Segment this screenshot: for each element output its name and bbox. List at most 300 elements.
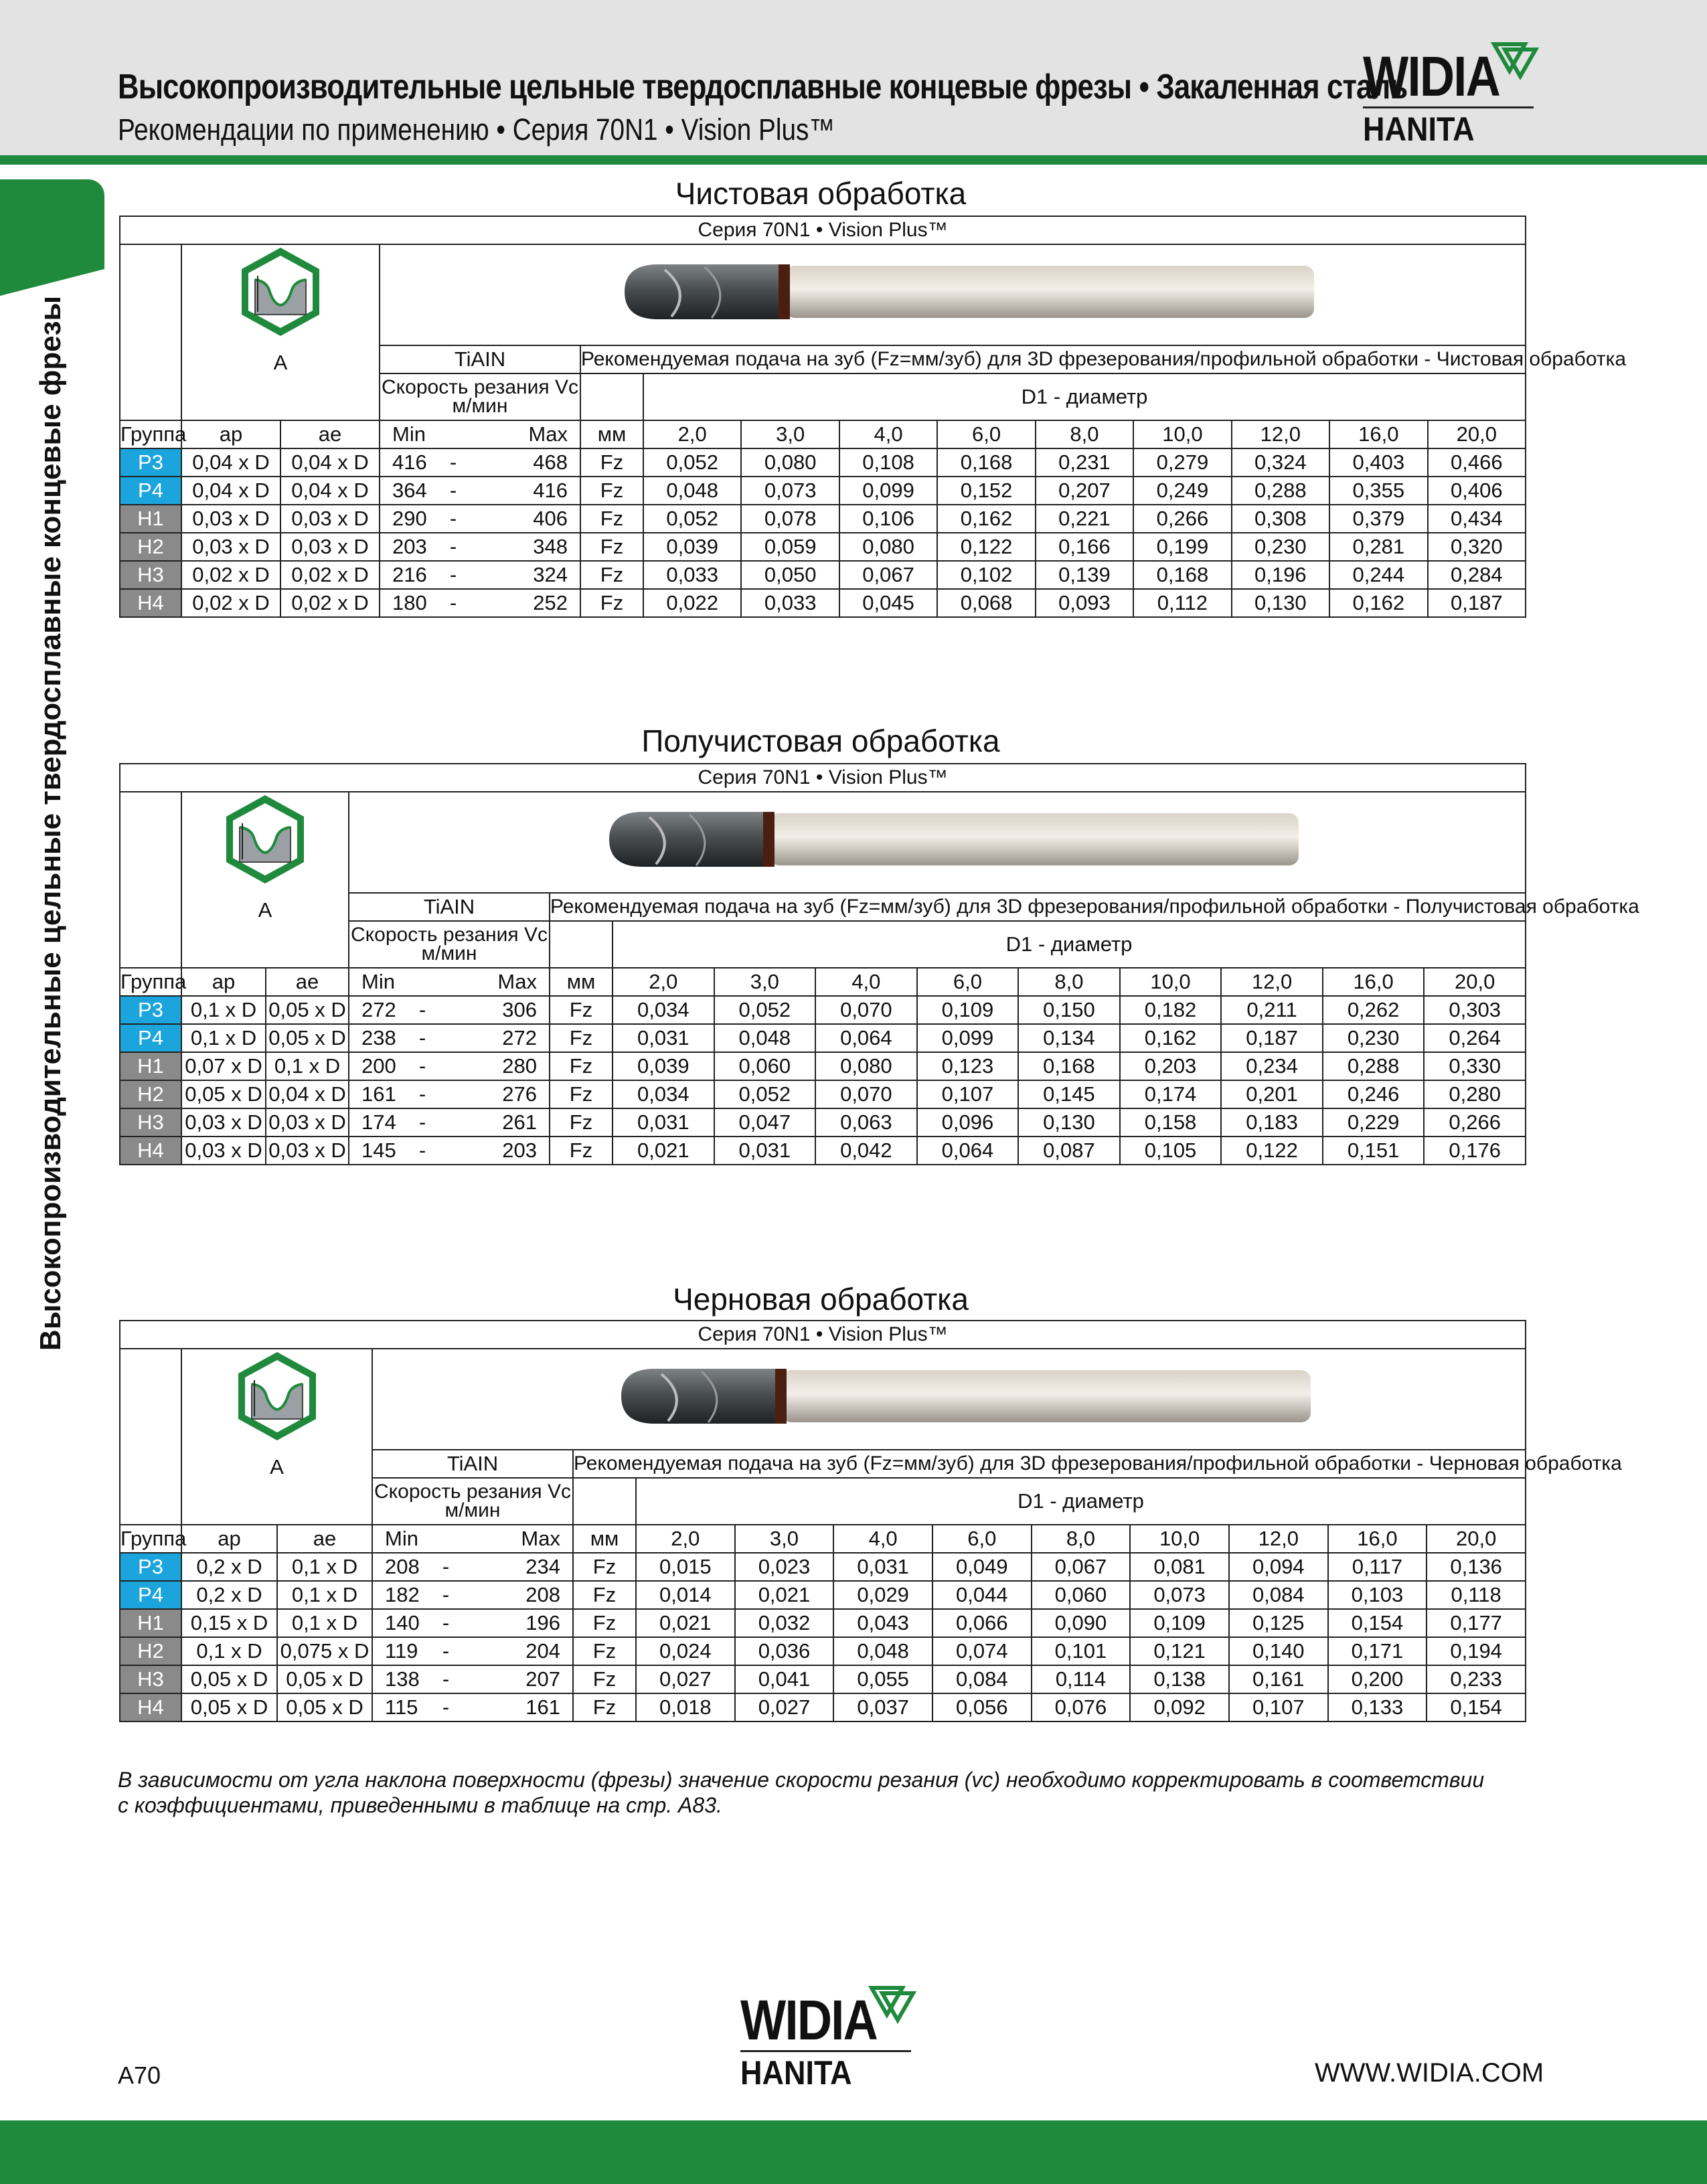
- feed-value: 0,107: [917, 1080, 1019, 1108]
- ae-value: 0,05 x D: [277, 1665, 372, 1693]
- feed-value: 0,080: [741, 448, 839, 477]
- feed-value: 0,182: [1120, 996, 1222, 1024]
- feed-value: 0,183: [1221, 1108, 1323, 1137]
- speed-dash: -: [419, 1553, 473, 1581]
- feed-value: 0,211: [1221, 996, 1323, 1024]
- dash-header: [419, 1525, 473, 1553]
- feed-value: 0,107: [1229, 1693, 1328, 1721]
- feed-value: 0,466: [1428, 448, 1526, 477]
- feed-value: 0,233: [1427, 1665, 1526, 1693]
- feed-value: 0,048: [643, 477, 741, 505]
- feed-value: 0,031: [613, 1024, 714, 1052]
- cutting-data-table: [119, 1320, 1622, 1722]
- feed-value: 0,050: [741, 561, 839, 589]
- table-row: [120, 561, 1526, 589]
- image-row: [120, 792, 1526, 893]
- feed-value: 0,055: [833, 1665, 932, 1693]
- speed-max: 161: [473, 1693, 573, 1721]
- unit-value: Fz: [550, 1052, 613, 1080]
- feed-value: 0,021: [735, 1581, 834, 1609]
- diameter-header: 16,0: [1328, 1525, 1427, 1553]
- series-row: [120, 216, 1526, 244]
- dash-header: [396, 968, 449, 996]
- ap-value: 0,03 x D: [181, 1137, 266, 1165]
- ae-value: 0,03 x D: [266, 1137, 349, 1165]
- feed-value: 0,122: [937, 533, 1035, 561]
- brand-sub-bottom: HANITA: [740, 2054, 852, 2092]
- tool-image-cell: [349, 792, 1526, 893]
- feed-value: 0,014: [636, 1581, 735, 1609]
- feed-value: 0,078: [741, 505, 839, 533]
- feed-value: 0,152: [937, 477, 1035, 505]
- ap-header: ap: [181, 968, 266, 996]
- diameter-header: 3,0: [735, 1525, 834, 1553]
- material-group: P4: [120, 477, 181, 505]
- speed-min: 138: [372, 1665, 419, 1693]
- brand-sub: HANITA: [1363, 110, 1475, 148]
- page-subtitle: Рекомендации по применению • Серия 70N1 • Vision Plus™: [118, 112, 835, 147]
- table-row: [120, 533, 1526, 561]
- diameter-header: 6,0: [917, 968, 1019, 996]
- min-header: Min: [372, 1525, 419, 1553]
- operation-icon-cell: [181, 1349, 372, 1450]
- speed-min: 416: [380, 448, 426, 477]
- diameter-header: 16,0: [1329, 420, 1427, 448]
- table-row: [120, 1637, 1526, 1665]
- a-label: A: [181, 345, 380, 420]
- feed-value: 0,246: [1323, 1080, 1425, 1108]
- table-row: [120, 1052, 1526, 1080]
- diameter-header: 20,0: [1424, 968, 1526, 996]
- table-row: [120, 505, 1526, 533]
- feed-value: 0,266: [1424, 1108, 1526, 1137]
- table-row: [120, 1665, 1526, 1693]
- feed-value: 0,043: [833, 1609, 932, 1637]
- diameter-header: 8,0: [1018, 968, 1120, 996]
- speed-min: 182: [372, 1581, 419, 1609]
- feed-value: 0,106: [839, 505, 937, 533]
- cutting-data-table: [119, 763, 1639, 1165]
- feed-value: 0,162: [1329, 589, 1427, 617]
- feed-value: 0,021: [636, 1609, 735, 1637]
- machining-operation-icon: [234, 245, 327, 339]
- ap-value: 0,04 x D: [181, 477, 280, 505]
- feed-value: 0,264: [1424, 1024, 1526, 1052]
- brand-name-bottom: WIDIA: [740, 1989, 878, 2051]
- unit-blank-cell: [580, 373, 643, 420]
- speed-max: 203: [449, 1137, 550, 1165]
- diameter-header: 20,0: [1428, 420, 1526, 448]
- footnote-line-2: с коэффициентами, приведенными в таблице на стр. A83.: [118, 1793, 722, 1817]
- feed-value: 0,150: [1018, 996, 1120, 1024]
- unit-value: Fz: [580, 448, 643, 477]
- speed-max: 208: [473, 1581, 573, 1609]
- speed-dash: -: [396, 996, 449, 1024]
- feed-value: 0,118: [1427, 1581, 1526, 1609]
- ae-value: 0,04 x D: [280, 448, 380, 477]
- feed-value: 0,045: [839, 589, 937, 617]
- feed-value: 0,105: [1120, 1137, 1222, 1165]
- speed-label-cell: [372, 1478, 573, 1525]
- feed-value: 0,266: [1133, 505, 1231, 533]
- diameter-label: D1 - диаметр: [636, 1478, 1526, 1525]
- feed-value: 0,244: [1329, 561, 1427, 589]
- table-row: [120, 589, 1526, 617]
- speed-dash: -: [426, 589, 480, 617]
- unit-blank-cell: [573, 1478, 636, 1525]
- section-title: Черновая обработка: [673, 1282, 969, 1317]
- speed-min: 145: [349, 1137, 396, 1165]
- ae-value: 0,03 x D: [280, 505, 380, 533]
- operation-icon-cell: [181, 244, 380, 345]
- speed-dash: -: [396, 1024, 449, 1052]
- blank-cell: [120, 244, 181, 420]
- coating-label: TiAIN: [380, 345, 580, 373]
- feed-value: 0,136: [1427, 1553, 1526, 1581]
- ae-value: 0,075 x D: [277, 1637, 372, 1665]
- mm-header: мм: [573, 1525, 636, 1553]
- header-row-1: [120, 345, 1526, 373]
- feed-value: 0,034: [613, 1080, 714, 1108]
- speed-label-cell: [380, 373, 580, 420]
- ap-value: 0,1 x D: [181, 996, 266, 1024]
- feed-value: 0,023: [735, 1553, 834, 1581]
- feed-value: 0,041: [735, 1665, 834, 1693]
- unit-value: Fz: [550, 996, 613, 1024]
- ap-value: 0,03 x D: [181, 533, 280, 561]
- table-row: [120, 477, 1526, 505]
- feed-value: 0,099: [839, 477, 937, 505]
- ae-value: 0,02 x D: [280, 561, 380, 589]
- speed-max: 196: [473, 1609, 573, 1637]
- diameter-label: D1 - диаметр: [613, 921, 1526, 968]
- unit-value: Fz: [573, 1553, 636, 1581]
- ae-header: ae: [266, 968, 349, 996]
- diameter-header: 2,0: [636, 1525, 735, 1553]
- sidebar-text: Высокопроизводительные цельные твердосплавные концевые фрезы: [34, 295, 67, 1351]
- feed-value: 0,084: [932, 1665, 1032, 1693]
- ap-value: 0,1 x D: [181, 1637, 277, 1665]
- ae-value: 0,05 x D: [266, 1024, 349, 1052]
- a-label: A: [181, 1450, 372, 1525]
- diameter-header: 2,0: [613, 968, 714, 996]
- feed-value: 0,162: [937, 505, 1035, 533]
- speed-max: 252: [480, 589, 580, 617]
- material-group: H3: [120, 1665, 181, 1693]
- feed-value: 0,070: [815, 996, 917, 1024]
- diameter-header: 2,0: [643, 420, 741, 448]
- diameter-header: 12,0: [1232, 420, 1329, 448]
- header-row-1: [120, 1450, 1526, 1478]
- material-group: P3: [120, 1553, 181, 1581]
- column-header-row: [120, 420, 1526, 448]
- table-row: [120, 1108, 1526, 1137]
- feed-value: 0,174: [1120, 1080, 1222, 1108]
- feed-value: 0,187: [1221, 1024, 1323, 1052]
- ae-value: 0,1 x D: [266, 1052, 349, 1080]
- speed-dash: -: [426, 448, 480, 477]
- ap-header: ap: [181, 1525, 277, 1553]
- feed-value: 0,151: [1323, 1137, 1425, 1165]
- ap-value: 0,07 x D: [181, 1052, 266, 1080]
- table-row: [120, 1137, 1526, 1165]
- table-row: [120, 1080, 1526, 1108]
- material-group: H3: [120, 1108, 181, 1137]
- max-header: Max: [480, 420, 580, 448]
- material-group: P4: [120, 1581, 181, 1609]
- feed-value: 0,145: [1018, 1080, 1120, 1108]
- feed-value: 0,031: [833, 1553, 932, 1581]
- diameter-header: 8,0: [1036, 420, 1133, 448]
- feed-value: 0,230: [1232, 533, 1329, 561]
- feed-value: 0,067: [839, 561, 937, 589]
- speed-max: 348: [480, 533, 580, 561]
- feed-value: 0,034: [613, 996, 714, 1024]
- feed-value: 0,021: [613, 1137, 714, 1165]
- speed-min: 174: [349, 1108, 396, 1137]
- speed-unit: м/мин: [444, 1499, 501, 1521]
- machining-operation-icon: [218, 792, 312, 886]
- speed-label-cell: [349, 921, 550, 968]
- feed-value: 0,284: [1428, 561, 1526, 589]
- material-group: H4: [120, 1693, 181, 1721]
- speed-dash: -: [419, 1693, 473, 1721]
- diameter-header: 10,0: [1133, 420, 1231, 448]
- unit-value: Fz: [580, 561, 643, 589]
- feed-value: 0,196: [1232, 561, 1329, 589]
- feed-value: 0,201: [1221, 1080, 1323, 1108]
- feed-value: 0,158: [1120, 1108, 1222, 1137]
- feed-value: 0,121: [1130, 1637, 1229, 1665]
- feed-value: 0,139: [1036, 561, 1133, 589]
- speed-max: 468: [480, 448, 580, 477]
- feed-value: 0,064: [815, 1024, 917, 1052]
- feed-value: 0,234: [1221, 1052, 1323, 1080]
- material-group: H4: [120, 589, 181, 617]
- feed-value: 0,048: [833, 1637, 932, 1665]
- brand-logo-bottom: [740, 1988, 914, 2092]
- feed-value: 0,262: [1323, 996, 1425, 1024]
- diameter-label: D1 - диаметр: [643, 373, 1526, 420]
- feed-value: 0,207: [1036, 477, 1133, 505]
- material-group: H2: [120, 533, 181, 561]
- speed-min: 272: [349, 996, 396, 1024]
- ap-value: 0,2 x D: [181, 1581, 277, 1609]
- speed-max: 416: [480, 477, 580, 505]
- speed-max: 276: [449, 1080, 550, 1108]
- unit-blank-cell: [550, 921, 613, 968]
- diameter-header: 4,0: [833, 1525, 932, 1553]
- series-label: Серия 70N1 • Vision Plus™: [120, 1321, 1526, 1349]
- feed-value: 0,036: [735, 1637, 834, 1665]
- feed-value: 0,406: [1428, 477, 1526, 505]
- table-row: [120, 996, 1526, 1024]
- speed-min: 238: [349, 1024, 396, 1052]
- ap-value: 0,2 x D: [181, 1553, 277, 1581]
- feed-value: 0,033: [741, 589, 839, 617]
- feed-value: 0,070: [815, 1080, 917, 1108]
- feed-value: 0,154: [1427, 1693, 1526, 1721]
- ae-value: 0,04 x D: [266, 1080, 349, 1108]
- table-row: [120, 1581, 1526, 1609]
- feed-description: Рекомендуемая подача на зуб (Fz=мм/зуб) для 3D фрезерования/профильной обработки - Чистовая обработка: [580, 345, 1526, 373]
- feed-value: 0,048: [714, 1024, 816, 1052]
- feed-description: Рекомендуемая подача на зуб (Fz=мм/зуб) для 3D фрезерования/профильной обработки - Получистовая обработка: [550, 893, 1526, 921]
- feed-value: 0,029: [833, 1581, 932, 1609]
- ap-value: 0,05 x D: [181, 1665, 277, 1693]
- feed-value: 0,047: [714, 1108, 816, 1137]
- ae-header: ae: [277, 1525, 372, 1553]
- feed-value: 0,092: [1130, 1693, 1229, 1721]
- feed-value: 0,063: [815, 1108, 917, 1137]
- ae-value: 0,04 x D: [280, 477, 380, 505]
- series-row: [120, 1321, 1526, 1349]
- feed-value: 0,015: [636, 1553, 735, 1581]
- unit-value: Fz: [550, 1024, 613, 1052]
- cutting-data-table: [119, 216, 1627, 618]
- diameter-header: 10,0: [1130, 1525, 1229, 1553]
- material-group: P3: [120, 448, 181, 477]
- table-row: [120, 1609, 1526, 1637]
- feed-value: 0,052: [714, 996, 816, 1024]
- ap-value: 0,03 x D: [181, 505, 280, 533]
- speed-max: 261: [449, 1108, 550, 1137]
- widia-triangle-icon: [1491, 40, 1538, 80]
- feed-value: 0,044: [932, 1581, 1032, 1609]
- speed-dash: -: [396, 1080, 449, 1108]
- feed-value: 0,060: [1032, 1581, 1131, 1609]
- feed-value: 0,027: [735, 1693, 834, 1721]
- diameter-header: 10,0: [1120, 968, 1222, 996]
- feed-value: 0,168: [937, 448, 1035, 477]
- ae-value: 0,03 x D: [280, 533, 380, 561]
- speed-dash: -: [396, 1052, 449, 1080]
- feed-value: 0,229: [1323, 1108, 1425, 1137]
- speed-min: 203: [380, 533, 426, 561]
- material-group: H1: [120, 1609, 181, 1637]
- series-label: Серия 70N1 • Vision Plus™: [120, 764, 1526, 792]
- feed-value: 0,052: [714, 1080, 816, 1108]
- feed-description: Рекомендуемая подача на зуб (Fz=мм/зуб) для 3D фрезерования/профильной обработки - Черновая обработка: [573, 1450, 1526, 1478]
- material-group: H2: [120, 1637, 181, 1665]
- feed-value: 0,122: [1221, 1137, 1323, 1165]
- max-header: Max: [449, 968, 550, 996]
- ap-header: ap: [181, 420, 280, 448]
- feed-value: 0,168: [1133, 561, 1231, 589]
- ae-value: 0,1 x D: [277, 1553, 372, 1581]
- feed-value: 0,039: [643, 533, 741, 561]
- ap-value: 0,03 x D: [181, 1108, 266, 1137]
- feed-value: 0,134: [1018, 1024, 1120, 1052]
- feed-value: 0,249: [1133, 477, 1231, 505]
- feed-value: 0,162: [1120, 1024, 1222, 1052]
- feed-value: 0,018: [636, 1693, 735, 1721]
- feed-value: 0,324: [1232, 448, 1329, 477]
- unit-value: Fz: [580, 533, 643, 561]
- operation-icon-cell: [181, 792, 349, 893]
- speed-dash: -: [426, 477, 480, 505]
- feed-value: 0,064: [917, 1137, 1019, 1165]
- speed-unit: м/мин: [421, 942, 477, 964]
- feed-value: 0,303: [1424, 996, 1526, 1024]
- feed-value: 0,102: [937, 561, 1035, 589]
- feed-value: 0,076: [1032, 1693, 1131, 1721]
- diameter-header: 4,0: [839, 420, 937, 448]
- material-group: H1: [120, 505, 181, 533]
- blank-cell: [120, 1349, 181, 1525]
- speed-label: Скорость резания Vc: [382, 376, 578, 398]
- feed-value: 0,033: [643, 561, 741, 589]
- speed-min: 180: [380, 589, 426, 617]
- tool-image-cell: [372, 1349, 1526, 1450]
- feed-value: 0,090: [1032, 1609, 1131, 1637]
- speed-dash: -: [419, 1637, 473, 1665]
- a-label: A: [181, 893, 349, 968]
- unit-value: Fz: [573, 1581, 636, 1609]
- feed-value: 0,379: [1329, 505, 1427, 533]
- image-row: [120, 244, 1526, 345]
- side-tab: [0, 179, 104, 269]
- speed-min: 208: [372, 1553, 419, 1581]
- blank-cell: [120, 792, 181, 968]
- feed-value: 0,177: [1427, 1609, 1526, 1637]
- feed-value: 0,039: [613, 1052, 714, 1080]
- feed-value: 0,060: [714, 1052, 816, 1080]
- feed-value: 0,059: [741, 533, 839, 561]
- feed-value: 0,084: [1229, 1581, 1328, 1609]
- series-label: Серия 70N1 • Vision Plus™: [120, 216, 1526, 244]
- feed-value: 0,166: [1036, 533, 1133, 561]
- feed-value: 0,161: [1229, 1665, 1328, 1693]
- feed-value: 0,123: [917, 1052, 1019, 1080]
- diameter-header: 6,0: [937, 420, 1035, 448]
- feed-value: 0,099: [917, 1024, 1019, 1052]
- feed-value: 0,355: [1329, 477, 1427, 505]
- feed-value: 0,094: [1229, 1553, 1328, 1581]
- group-header: Группа: [120, 1525, 181, 1553]
- ae-value: 0,1 x D: [277, 1609, 372, 1637]
- table-row: [120, 1553, 1526, 1581]
- website-link[interactable]: WWW.WIDIA.COM: [1315, 2058, 1544, 2088]
- feed-value: 0,130: [1232, 589, 1329, 617]
- speed-max: 272: [449, 1024, 550, 1052]
- speed-dash: -: [426, 505, 480, 533]
- feed-value: 0,073: [1130, 1581, 1229, 1609]
- unit-value: Fz: [550, 1080, 613, 1108]
- speed-min: 290: [380, 505, 426, 533]
- unit-value: Fz: [550, 1108, 613, 1137]
- feed-value: 0,096: [917, 1108, 1019, 1137]
- feed-value: 0,281: [1329, 533, 1427, 561]
- table-row: [120, 448, 1526, 477]
- diameter-header: 20,0: [1427, 1525, 1526, 1553]
- feed-value: 0,022: [643, 589, 741, 617]
- speed-label: Скорость резания Vc: [351, 924, 548, 946]
- feed-value: 0,140: [1229, 1637, 1328, 1665]
- feed-value: 0,032: [735, 1609, 834, 1637]
- speed-min: 115: [372, 1693, 419, 1721]
- brand-logo-top: [1363, 44, 1537, 149]
- dash-header: [426, 420, 480, 448]
- speed-max: 204: [473, 1637, 573, 1665]
- ae-header: ae: [280, 420, 380, 448]
- end-mill-tool-image: [581, 1359, 1317, 1433]
- diameter-header: 12,0: [1229, 1525, 1328, 1553]
- speed-dash: -: [419, 1609, 473, 1637]
- speed-max: 324: [480, 561, 580, 589]
- feed-value: 0,067: [1032, 1553, 1131, 1581]
- feed-value: 0,080: [815, 1052, 917, 1080]
